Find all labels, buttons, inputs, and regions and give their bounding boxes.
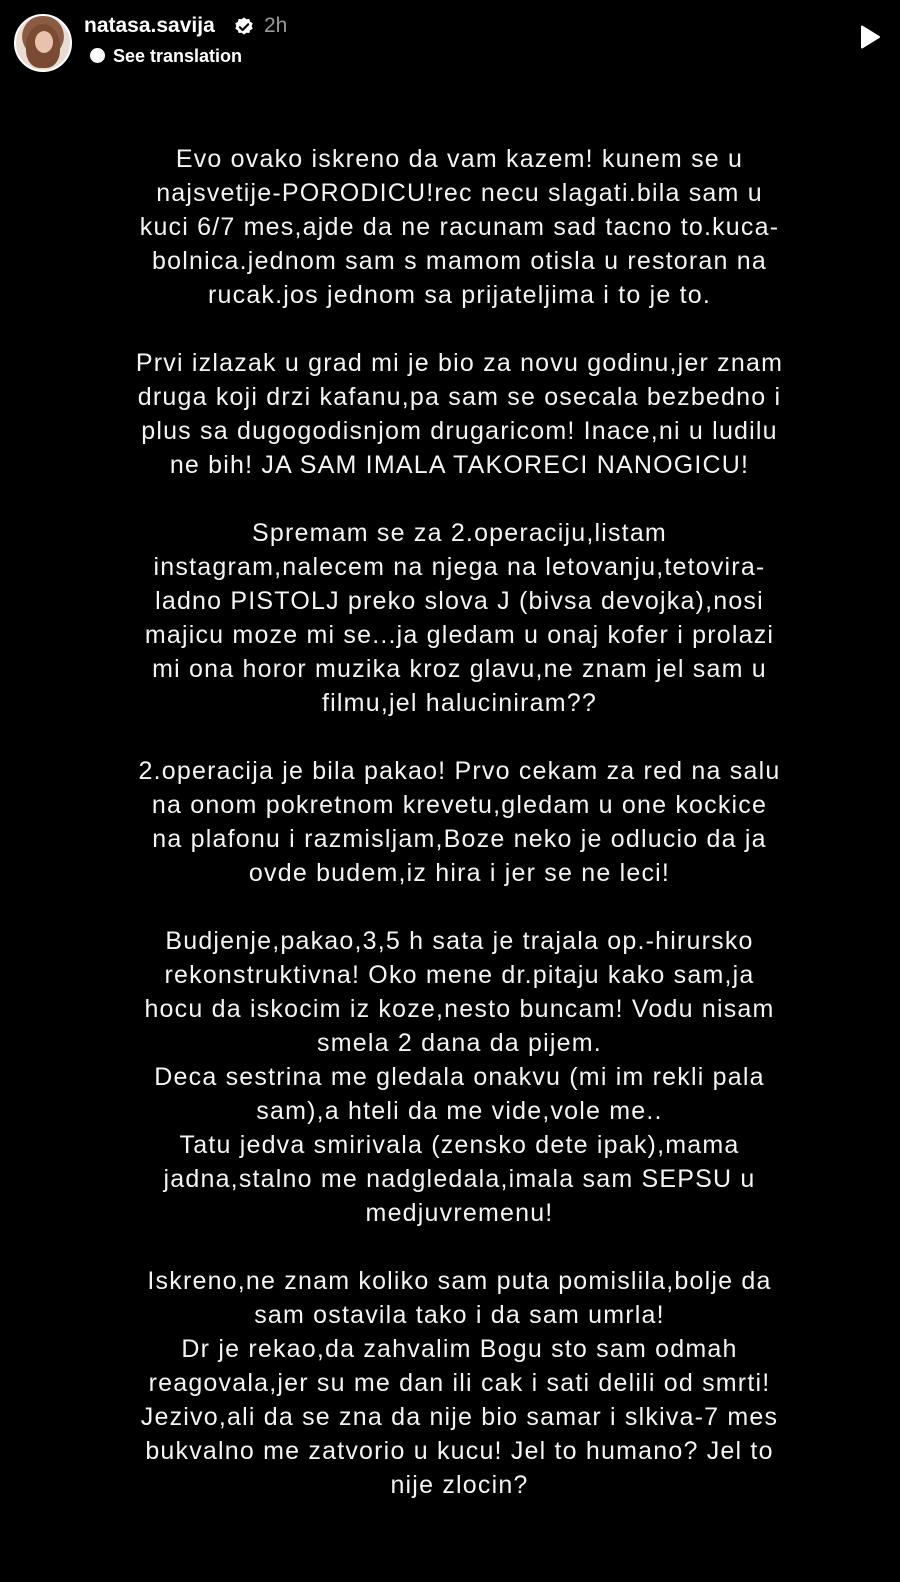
verified-badge-icon xyxy=(233,16,255,38)
play-icon[interactable] xyxy=(858,24,882,50)
story-paragraph xyxy=(92,924,827,1230)
story-text-line: druga koji drzi kafanu,pa sam se osecala bezbedno i xyxy=(137,383,782,411)
story-paragraph xyxy=(92,142,827,312)
story-text-line: 2.operacija je bila pakao! Prvo cekam za red na salu xyxy=(138,757,781,785)
story-text-line: Tatu jedva smirivala (zensko dete ipak),mama xyxy=(179,1131,740,1159)
story-text xyxy=(92,142,827,1536)
post-time: 2h xyxy=(264,14,288,37)
story-paragraph xyxy=(92,754,827,890)
story-text-line: rucak.jos jednom sa prijateljima i to je to. xyxy=(208,281,711,309)
story-text-line: nije zlocin? xyxy=(390,1471,529,1499)
story-text-line: na plafonu i razmisljam,Boze neko je odlucio da ja xyxy=(152,825,767,853)
see-translation-link[interactable] xyxy=(90,46,242,67)
story-header xyxy=(14,8,886,72)
globe-icon xyxy=(90,48,105,63)
story-text-line: Jezivo,ali da se zna da nije bio samar i slkiva-7 mes xyxy=(140,1403,779,1431)
story-text-line: Iskreno,ne znam koliko sam puta pomislila,bolje da xyxy=(147,1267,772,1295)
story-text-line: filmu,jel haluciniram?? xyxy=(322,689,597,717)
story-paragraph xyxy=(92,516,827,720)
story-text-line: reagovala,jer su me dan ili cak i sati delili od smrti! xyxy=(148,1369,771,1397)
story-text-line: ovde budem,iz hira i jer se ne leci! xyxy=(248,859,671,887)
story-text-line: jadna,stalno me nadgledala,imala sam SEPSU u xyxy=(163,1165,756,1193)
story-text-line: na onom pokretnom krevetu,gledam u one kockice xyxy=(151,791,768,819)
story-text-line: mi ona horor muzika kroz glavu,ne znam jel sam u xyxy=(152,655,767,683)
story-text-line: bukvalno me zatvorio u kucu! Jel to humano? Jel to xyxy=(145,1437,774,1465)
story-text-line: najsvetije-PORODICU!rec necu slagati.bila sam u xyxy=(156,179,763,207)
username[interactable]: natasa.savija xyxy=(84,14,215,37)
story-paragraph xyxy=(92,346,827,482)
story-text-line: hocu da iskocim iz koze,nesto buncam! Vodu nisam xyxy=(144,995,775,1023)
story-text-line: medjuvremenu! xyxy=(365,1199,554,1227)
story-text-line: sam ostavila tako i da sam umrla! xyxy=(254,1301,665,1329)
story-text-line: rekonstruktivna! Oko mene dr.pitaju kako sam,ja xyxy=(164,961,755,989)
story-text-line: instagram,nalecem na njega na letovanju,tetovira- xyxy=(153,553,766,581)
see-translation-label: See translation xyxy=(113,46,243,66)
story-text-line: sam),a hteli da me vide,vole me.. xyxy=(256,1097,663,1125)
story-text-line: Dr je rekao,da zahvalim Bogu sto sam odmah xyxy=(181,1335,738,1363)
story-text-line: Prvi izlazak u grad mi je bio za novu godinu,jer znam xyxy=(135,349,784,377)
story-text-line: Budjenje,pakao,3,5 h sata je trajala op.-hirursko xyxy=(165,927,754,955)
story-paragraph xyxy=(92,1264,827,1502)
story-text-line: Spremam se za 2.operaciju,listam xyxy=(252,519,667,547)
avatar-face xyxy=(35,31,53,53)
story-text-line: ladno PISTOLJ preko slova J (bivsa devojka),nosi xyxy=(155,587,764,615)
avatar[interactable] xyxy=(14,14,72,72)
story-text-line: plus sa dugogodisnjom drugaricom! Inace,ni u ludilu xyxy=(141,417,778,445)
story-text-line: bolnica.jednom sam s mamom otisla u restoran na xyxy=(152,247,767,275)
story-text-line: Evo ovako iskreno da vam kazem! kunem se u xyxy=(175,145,744,173)
story-text-line: kuci 6/7 mes,ajde da ne racunam sad tacno to.kuca- xyxy=(139,213,780,241)
story-text-line: Deca sestrina me gledala onakvu (mi im rekli pala xyxy=(154,1063,765,1091)
story-text-line: majicu moze mi se...ja gledam u onaj kofer i prolazi xyxy=(144,621,775,649)
story-text-line: ne bih! JA SAM IMALA TAKORECI NANOGICU! xyxy=(169,451,750,479)
story-text-line: smela 2 dana da pijem. xyxy=(317,1029,602,1057)
